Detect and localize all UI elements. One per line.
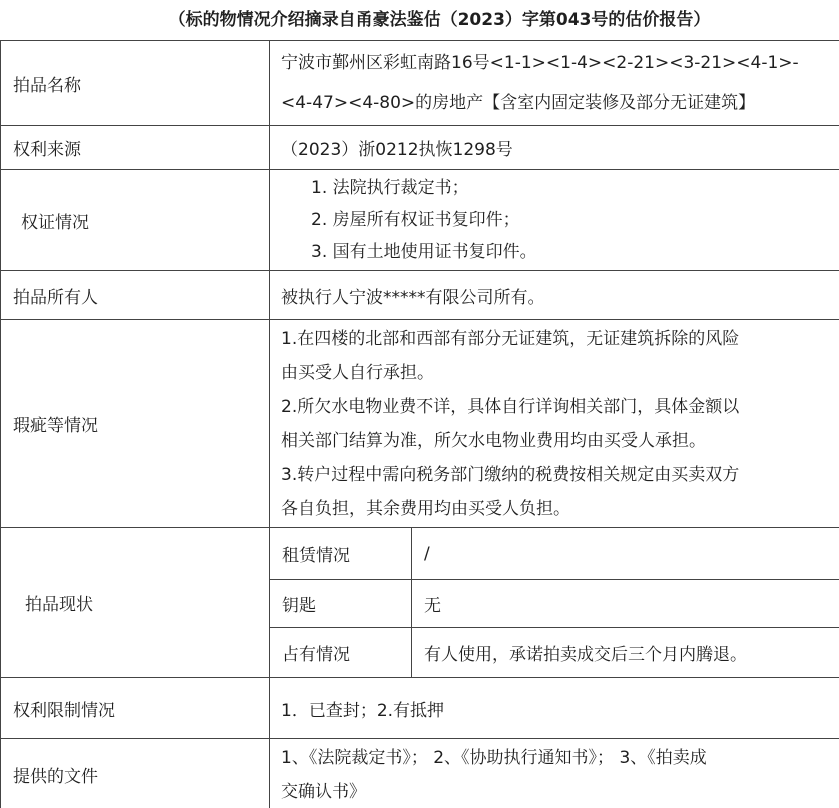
certificate-item-2: 2. 房屋所有权证书复印件； — [311, 210, 520, 230]
label-restrictions: 权利限制情况 — [1, 678, 270, 739]
item-name-line-2: <4-47><4-80>的房地产【含室内固定装修及部分无证建筑】 — [281, 93, 756, 113]
status-lease-label: 租赁情况 — [270, 528, 412, 580]
report-caption: （标的物情况介绍摘录自甬豪法鉴估（2023）字第043号的估价报告） — [168, 10, 711, 30]
value-item-name — [270, 41, 839, 126]
value-defects — [270, 320, 839, 528]
item-name-line-1: 宁波市鄞州区彩虹南路16号<1-1><1-4><2-21><3-21><4-1>- — [281, 53, 799, 73]
defect-line-4: 相关部门结算为准，所欠水电物业费用均由买受人承担。 — [281, 430, 706, 451]
row-certificates — [1, 170, 839, 271]
value-owner: 被执行人宁波*****有限公司所有。 — [270, 271, 839, 320]
label-right-source: 权利来源 — [1, 126, 270, 170]
auction-info-table — [0, 40, 839, 808]
status-occupancy-label: 占有情况 — [270, 628, 412, 678]
value-certificates — [270, 170, 839, 271]
label-owner: 拍品所有人 — [1, 271, 270, 320]
value-restrictions: 1．已查封；2.有抵押 — [270, 678, 839, 739]
defect-line-3: 2.所欠水电物业费不详，具体自行详询相关部门，具体金额以 — [281, 396, 740, 417]
certificate-item-3: 3. 国有土地使用证书复印件。 — [311, 242, 537, 262]
defect-line-1: 1.在四楼的北部和西部有部分无证建筑，无证建筑拆除的风险 — [281, 328, 740, 349]
row-item-name — [1, 41, 839, 126]
status-key-label: 钥匙 — [270, 580, 412, 628]
defect-line-6: 各自负担，其余费用均由买受人负担。 — [281, 498, 570, 519]
value-documents — [270, 739, 839, 808]
row-owner — [1, 271, 839, 320]
label-status: 拍品现状 — [1, 528, 270, 678]
label-defects: 瑕疵等情况 — [1, 320, 270, 528]
row-status-lease — [1, 528, 839, 580]
defect-line-5: 3.转户过程中需向税务部门缴纳的税费按相关规定由买卖双方 — [281, 464, 740, 485]
label-documents: 提供的文件 — [1, 739, 270, 808]
row-documents — [1, 739, 839, 808]
certificate-item-1: 1. 法院执行裁定书； — [311, 178, 469, 198]
status-occupancy-value: 有人使用，承诺拍卖成交后三个月内腾退。 — [412, 628, 839, 678]
status-lease-value: / — [412, 528, 839, 580]
label-item-name: 拍品名称 — [1, 41, 270, 126]
documents-line-1: 1、《法院裁定书》； 2、《协助执行通知书》； 3、《拍卖成 — [281, 747, 707, 768]
row-right-source — [1, 126, 839, 170]
label-certificates: 权证情况 — [1, 170, 270, 271]
defect-line-2: 由买受人自行承担。 — [281, 362, 434, 383]
value-right-source: （2023）浙0212执恢1298号 — [270, 126, 839, 170]
documents-line-2: 交确认书》 — [281, 781, 366, 802]
status-key-value: 无 — [412, 580, 839, 628]
row-defects — [1, 320, 839, 528]
row-restrictions — [1, 678, 839, 739]
